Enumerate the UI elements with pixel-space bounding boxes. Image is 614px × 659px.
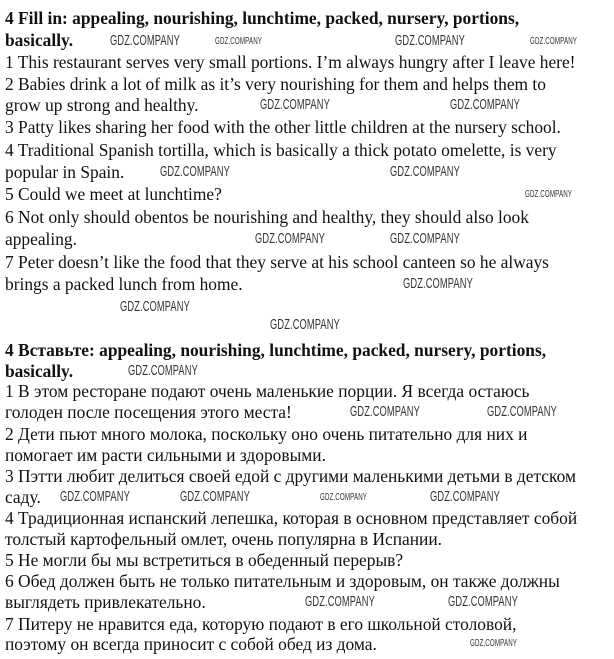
watermark: GDZ.COMPANY: [470, 638, 518, 649]
watermark: GDZ.COMPANY: [448, 593, 518, 610]
watermark: GDZ.COMPANY: [403, 275, 473, 292]
watermark: GDZ.COMPANY: [390, 163, 460, 180]
watermark: GDZ.COMPANY: [320, 492, 368, 503]
russian-line: 3 Пэтти любит делиться своей едой с другими маленькими детьми в детском: [5, 466, 576, 486]
watermark: GDZ.COMPANY: [60, 488, 130, 505]
russian-heading: 4 Вставьте: appealing, nourishing, lunchtime, packed, nursery, portions,: [5, 340, 547, 360]
watermark: GDZ.COMPANY: [390, 230, 460, 247]
russian-heading-cont: basically.: [5, 361, 74, 381]
watermark: GDZ.COMPANY: [395, 32, 465, 49]
russian-line: помогает им расти сильными и здоровыми.: [5, 445, 326, 465]
watermark: GDZ.COMPANY: [430, 488, 500, 505]
english-line: 5 Could we meet at lunchtime?: [5, 184, 222, 204]
russian-line: 7 Питеру не нравится еда, которую подают в его школьной столовой,: [5, 614, 517, 634]
russian-line: поэтому он всегда приносит с собой обед из дома.: [5, 634, 377, 654]
watermark: GDZ.COMPANY: [110, 32, 180, 49]
russian-line: 5 Не могли бы мы встретиться в обеденный перерыв?: [5, 550, 404, 570]
english-line: 4 Traditional Spanish tortilla, which is basically a thick potato omelette, is very: [5, 140, 557, 160]
english-line: 1 This restaurant serves very small portions. I’m always hungry after I leave here!: [5, 52, 576, 72]
russian-line: 1 В этом ресторане подают очень маленькие порции. Я всегда остаюсь: [5, 381, 530, 401]
russian-line: голоден после посещения этого места!: [5, 402, 292, 422]
russian-line: 2 Дети пьют много молока, поскольку оно очень питательно для них и: [5, 424, 528, 444]
watermark: GDZ.COMPANY: [350, 403, 420, 420]
watermark: GDZ.COMPANY: [260, 96, 330, 113]
english-line: popular in Spain.: [5, 162, 125, 182]
watermark: GDZ.COMPANY: [180, 488, 250, 505]
russian-line: толстый картофельный омлет, очень популярна в Испании.: [5, 529, 443, 549]
english-line: appealing.: [5, 229, 77, 249]
watermark: GDZ.COMPANY: [215, 36, 263, 47]
english-line: 6 Not only should obentos be nourishing and healthy, they should also look: [5, 207, 529, 227]
watermark: GDZ.COMPANY: [160, 163, 230, 180]
watermark: GDZ.COMPANY: [255, 230, 325, 247]
russian-line: саду.: [5, 487, 41, 507]
english-heading-cont: basically.: [5, 30, 74, 50]
watermark: GDZ.COMPANY: [305, 593, 375, 610]
watermark: GDZ.COMPANY: [128, 362, 198, 379]
english-heading: 4 Fill in: appealing, nourishing, lunchtime, packed, nursery, portions,: [5, 8, 520, 28]
russian-line: 6 Обед должен быть не только питательным и здоровым, он также должны: [5, 571, 560, 591]
russian-line: 4 Традиционная испанский лепешка, которая в основном представляет собой: [5, 508, 578, 528]
watermark: GDZ.COMPANY: [270, 316, 340, 333]
watermark: GDZ.COMPANY: [525, 189, 573, 200]
english-line: grow up strong and healthy.: [5, 95, 199, 115]
watermark: GDZ.COMPANY: [450, 96, 520, 113]
watermark: GDZ.COMPANY: [487, 403, 557, 420]
english-line: 2 Babies drink a lot of milk as it’s very nourishing for them and helps them to: [5, 74, 546, 94]
watermark: GDZ.COMPANY: [530, 36, 578, 47]
russian-line: выглядеть привлекательно.: [5, 592, 206, 612]
english-line: brings a packed lunch from home.: [5, 274, 243, 294]
english-line: 3 Patty likes sharing her food with the other little children at the nursery school.: [5, 117, 561, 137]
watermark: GDZ.COMPANY: [120, 298, 190, 315]
english-line: 7 Peter doesn’t like the food that they serve at his school canteen so he always: [5, 252, 549, 272]
